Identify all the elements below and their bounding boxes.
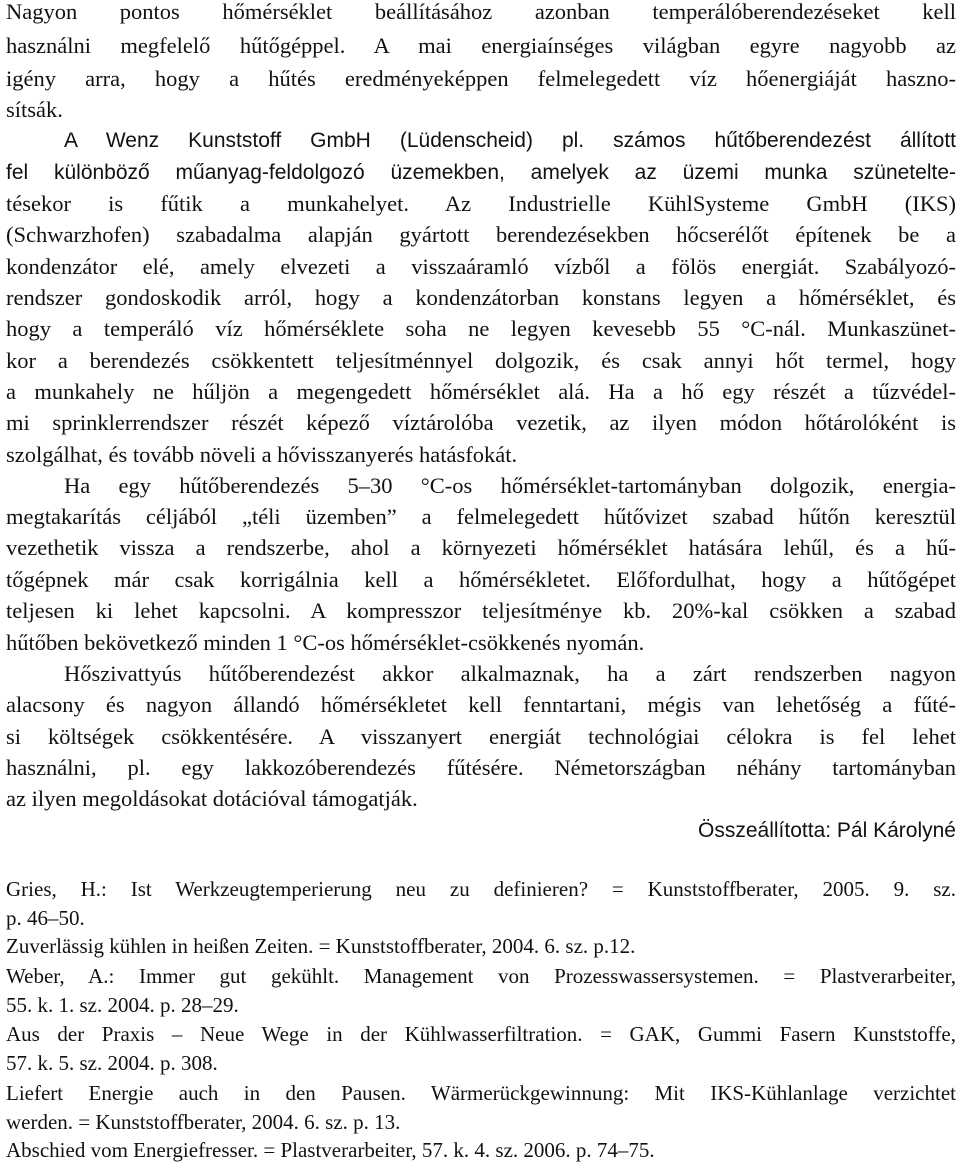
text-line: teljesen ki lehet kapcsolni. A kompresszor teljesítménye kb. 20%-kal csökken a szabad	[6, 598, 956, 623]
text-line: sítsák.	[6, 97, 63, 122]
text-line: alacsony és nagyon állandó hőmérsékletet kell fenntartani, mégis van lehetőség a fűté-	[6, 692, 956, 717]
text-line: (Schwarzhofen) szabadalma alapján gyártott berendezésekben hőcserélőt építenek be a	[6, 222, 956, 247]
text-line: rendszer gondoskodik arról, hogy a kondenzátorban konstans legyen a hőmérséklet, és	[6, 285, 956, 310]
reference-line: 57. k. 5. sz. 2004. p. 308.	[6, 1051, 218, 1075]
text-line: Nagyon pontos hőmérséklet beállításához azonban temperálóberendezéseket kell	[6, 0, 956, 24]
text-line: tésekor is fűtik a munkahelyet. Az Industrielle KühlSysteme GmbH (IKS)	[6, 191, 956, 216]
text-line: használni, pl. egy lakkozóberendezés fűtésére. Németországban néhány tartományban	[6, 755, 956, 780]
text-line: kor a berendezés csökkentett teljesítménnyel dolgozik, és csak annyi hőt termel, hogy	[6, 348, 956, 373]
text-line: si költségek csökkentésére. A visszanyert energiát technológiai célokra is fel lehet	[6, 724, 956, 749]
reference-line: Liefert Energie auch in den Pausen. Wärmerückgewinnung: Mit IKS-Kühlanlage verzichtet	[6, 1081, 956, 1105]
text-line: az ilyen megoldásokat dotációval támogatják.	[6, 786, 418, 811]
text-line: mi sprinklerrendszer részét képező víztárolóba vezetik, az ilyen módon hőtárolóként is	[6, 410, 956, 435]
reference-line: werden. = Kunststoffberater, 2004. 6. sz. p. 13.	[6, 1110, 401, 1134]
reference-line: Weber, A.: Immer gut gekühlt. Management von Prozesswassersystemen. = Plastverarbeiter,	[6, 964, 956, 988]
text-line: igény arra, hogy a hűtés eredményeképpen felmelegedett víz hőenergiáját haszno-	[6, 66, 956, 91]
text-line: vezethetik vissza a rendszerbe, ahol a környezeti hőmérséklet hatására lehűl, és a hű-	[6, 535, 956, 560]
text-line: a munkahely ne hűljön a megengedett hőmérséklet alá. Ha a hő egy részét a tűzvédel-	[6, 379, 956, 404]
text-line: hűtőben bekövetkező minden 1 °C-os hőmérséklet-csökkenés nyomán.	[6, 630, 645, 655]
text-line: fel különböző műanyag-feldolgozó üzemekben, amelyek az üzemi munka szünetelte-	[6, 161, 956, 184]
text-line: használni megfelelő hűtőgéppel. A mai energiaínséges világban egyre nagyobb az	[6, 33, 956, 58]
reference-line: p. 46–50.	[6, 906, 85, 930]
author-credit: Összeállította: Pál Károlyné	[698, 819, 956, 842]
reference-line: Zuverlässig kühlen in heißen Zeiten. = Kunststoffberater, 2004. 6. sz. p.12.	[6, 934, 636, 958]
text-line: A Wenz Kunststoff GmbH (Lüdenscheid) pl. számos hűtőberendezést állított	[64, 129, 956, 152]
text-line: hogy a temperáló víz hőmérséklete soha ne legyen kevesebb 55 °C-nál. Munkaszünet-	[6, 316, 956, 341]
reference-line: Aus der Praxis – Neue Wege in der Kühlwasserfiltration. = GAK, Gummi Fasern Kunststoffe,	[6, 1022, 956, 1046]
text-line: megtakarítás céljából „téli üzemben” a felmelegedett hűtővizet szabad hűtőn keresztül	[6, 504, 956, 529]
text-line: kondenzátor elé, amely elvezeti a visszaáramló vízből a fölös energiát. Szabályozó-	[6, 254, 956, 279]
text-line: Hőszivattyús hűtőberendezést akkor alkalmaznak, ha a zárt rendszerben nagyon	[64, 661, 956, 686]
text-line: tőgépnek már csak korrigálnia kell a hőmérsékletet. Előfordulhat, hogy a hűtőgépet	[6, 567, 956, 592]
text-line: szolgálhat, és tovább növeli a hővisszanyerés hatásfokát.	[6, 442, 518, 467]
reference-line: 55. k. 1. sz. 2004. p. 28–29.	[6, 993, 239, 1017]
text-line: Ha egy hűtőberendezés 5–30 °C-os hőmérséklet-tartományban dolgozik, energia-	[64, 473, 956, 498]
reference-line: Gries, H.: Ist Werkzeugtemperierung neu zu definieren? = Kunststoffberater, 2005. 9. sz.	[6, 877, 956, 901]
reference-line: Abschied vom Energiefresser. = Plastverarbeiter, 57. k. 4. sz. 2006. p. 74–75.	[6, 1138, 655, 1162]
